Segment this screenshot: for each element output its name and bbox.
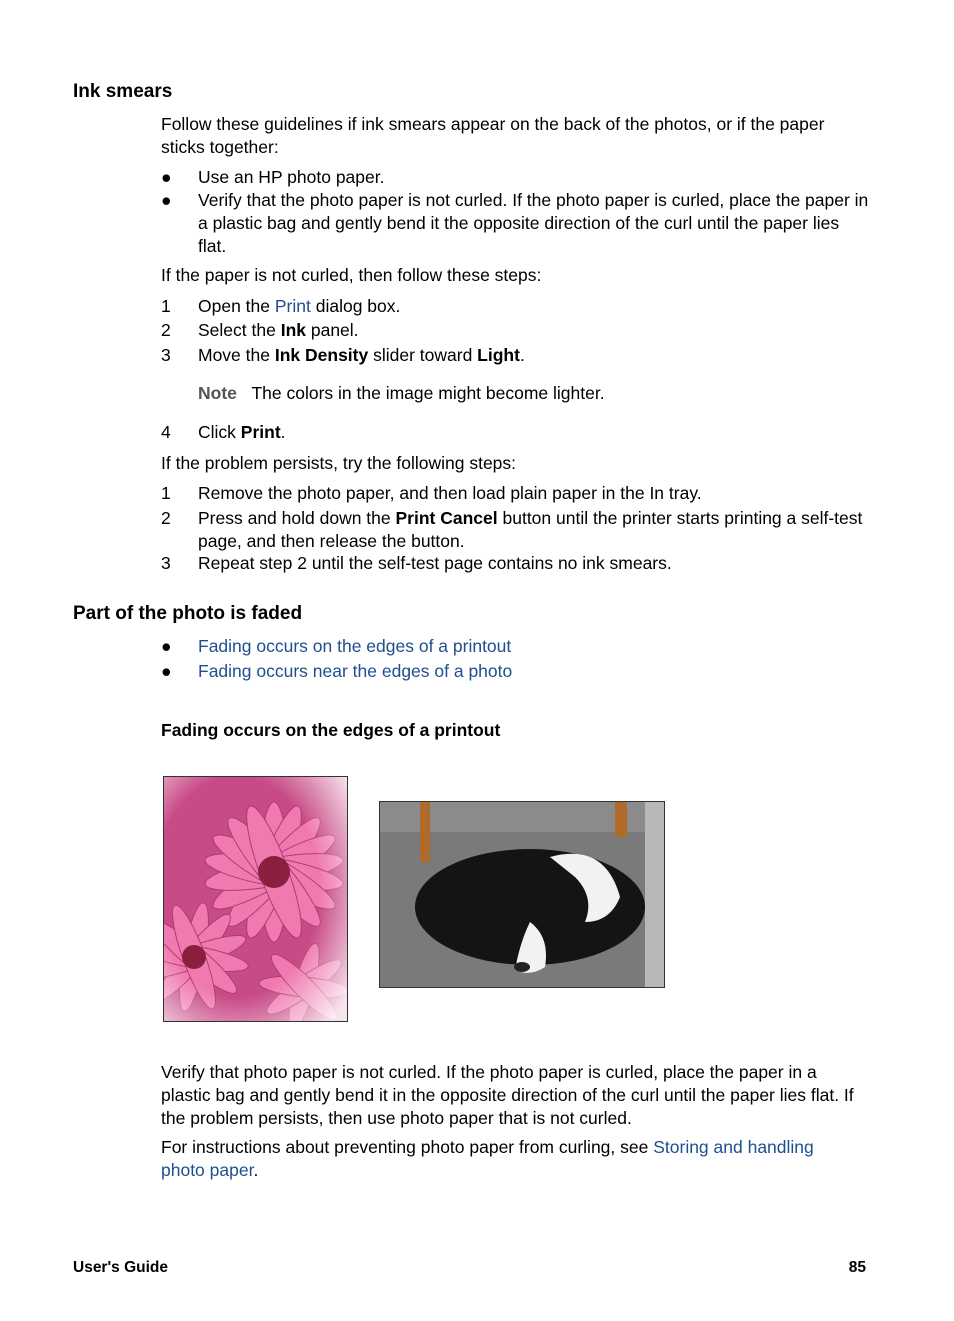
step-number: 4: [161, 422, 171, 442]
step-number: 2: [161, 320, 171, 340]
bullet-glyph: ●: [161, 167, 172, 187]
fading-paragraph: Verify that photo paper is not curled. If the photo paper is curled, place the paper in a plastic bag and gently bend it in the opposite direction of the curl until the paper lies flat. If the problem persists, then use photo paper that is not curled.: [161, 1062, 854, 1128]
step-number: 1: [161, 483, 171, 503]
note-label: Note: [198, 383, 237, 403]
persist-intro: If the problem persists, try the following steps:: [161, 453, 517, 473]
flower-photo: [163, 776, 348, 1022]
step-number: 3: [161, 345, 171, 365]
storing-paragraph: For instructions about preventing photo paper from curling, see Storing and handling photo paper.: [161, 1137, 814, 1180]
link-fading-edges-photo[interactable]: Fading occurs near the edges of a photo: [198, 661, 513, 681]
storing-handling-link[interactable]: Storing and handling photo paper: [161, 1137, 814, 1180]
bullet-glyph: ●: [161, 190, 172, 210]
bullet-glyph: ●: [161, 636, 172, 656]
dog-photo: [379, 801, 665, 988]
note-block: [198, 382, 868, 405]
bullet-glyph: ●: [161, 661, 172, 681]
step-text: Remove the photo paper, and then load plain paper in the In tray.: [198, 483, 702, 503]
ink-smears-intro: Follow these guidelines if ink smears appear on the back of the photos, or if the paper sticks together:: [161, 114, 825, 157]
step-number: 3: [161, 553, 171, 573]
step-text: Select the Ink panel.: [198, 320, 359, 340]
bullet-text: Use an HP photo paper.: [198, 167, 385, 187]
flower-illustration: [164, 777, 347, 1021]
footer-guide-title: User's Guide: [73, 1259, 168, 1276]
bullet-text: Verify that the photo paper is not curled. If the photo paper is curled, place the paper in a plastic bag and gently bend it the opposite direction of the curl until the paper lies flat.: [198, 190, 869, 256]
link-fading-edges-printout[interactable]: Fading occurs on the edges of a printout: [198, 636, 512, 656]
step-text: Click Print.: [198, 422, 286, 442]
step-text: Repeat step 2 until the self-test page contains no ink smears.: [198, 553, 672, 573]
heading-ink-smears: Ink smears: [73, 81, 173, 102]
step-text: Move the Ink Density slider toward Light.: [198, 345, 525, 365]
heading-photo-faded: Part of the photo is faded: [73, 603, 303, 624]
step-text: Press and hold down the Print Cancel button until the printer starts printing a self-test page, and then release the button.: [198, 508, 863, 551]
step-text: Open the Print dialog box.: [198, 296, 401, 316]
footer-page-number: 85: [848, 1259, 866, 1276]
print-dialog-link[interactable]: Print: [274, 296, 311, 316]
steps-intro: If the paper is not curled, then follow these steps:: [161, 265, 542, 285]
dog-illustration: [380, 802, 664, 987]
step-number: 2: [161, 508, 171, 528]
note-text: The colors in the image might become lighter.: [251, 383, 605, 403]
subheading-fading-printout: Fading occurs on the edges of a printout: [161, 720, 501, 740]
step-number: 1: [161, 296, 171, 316]
